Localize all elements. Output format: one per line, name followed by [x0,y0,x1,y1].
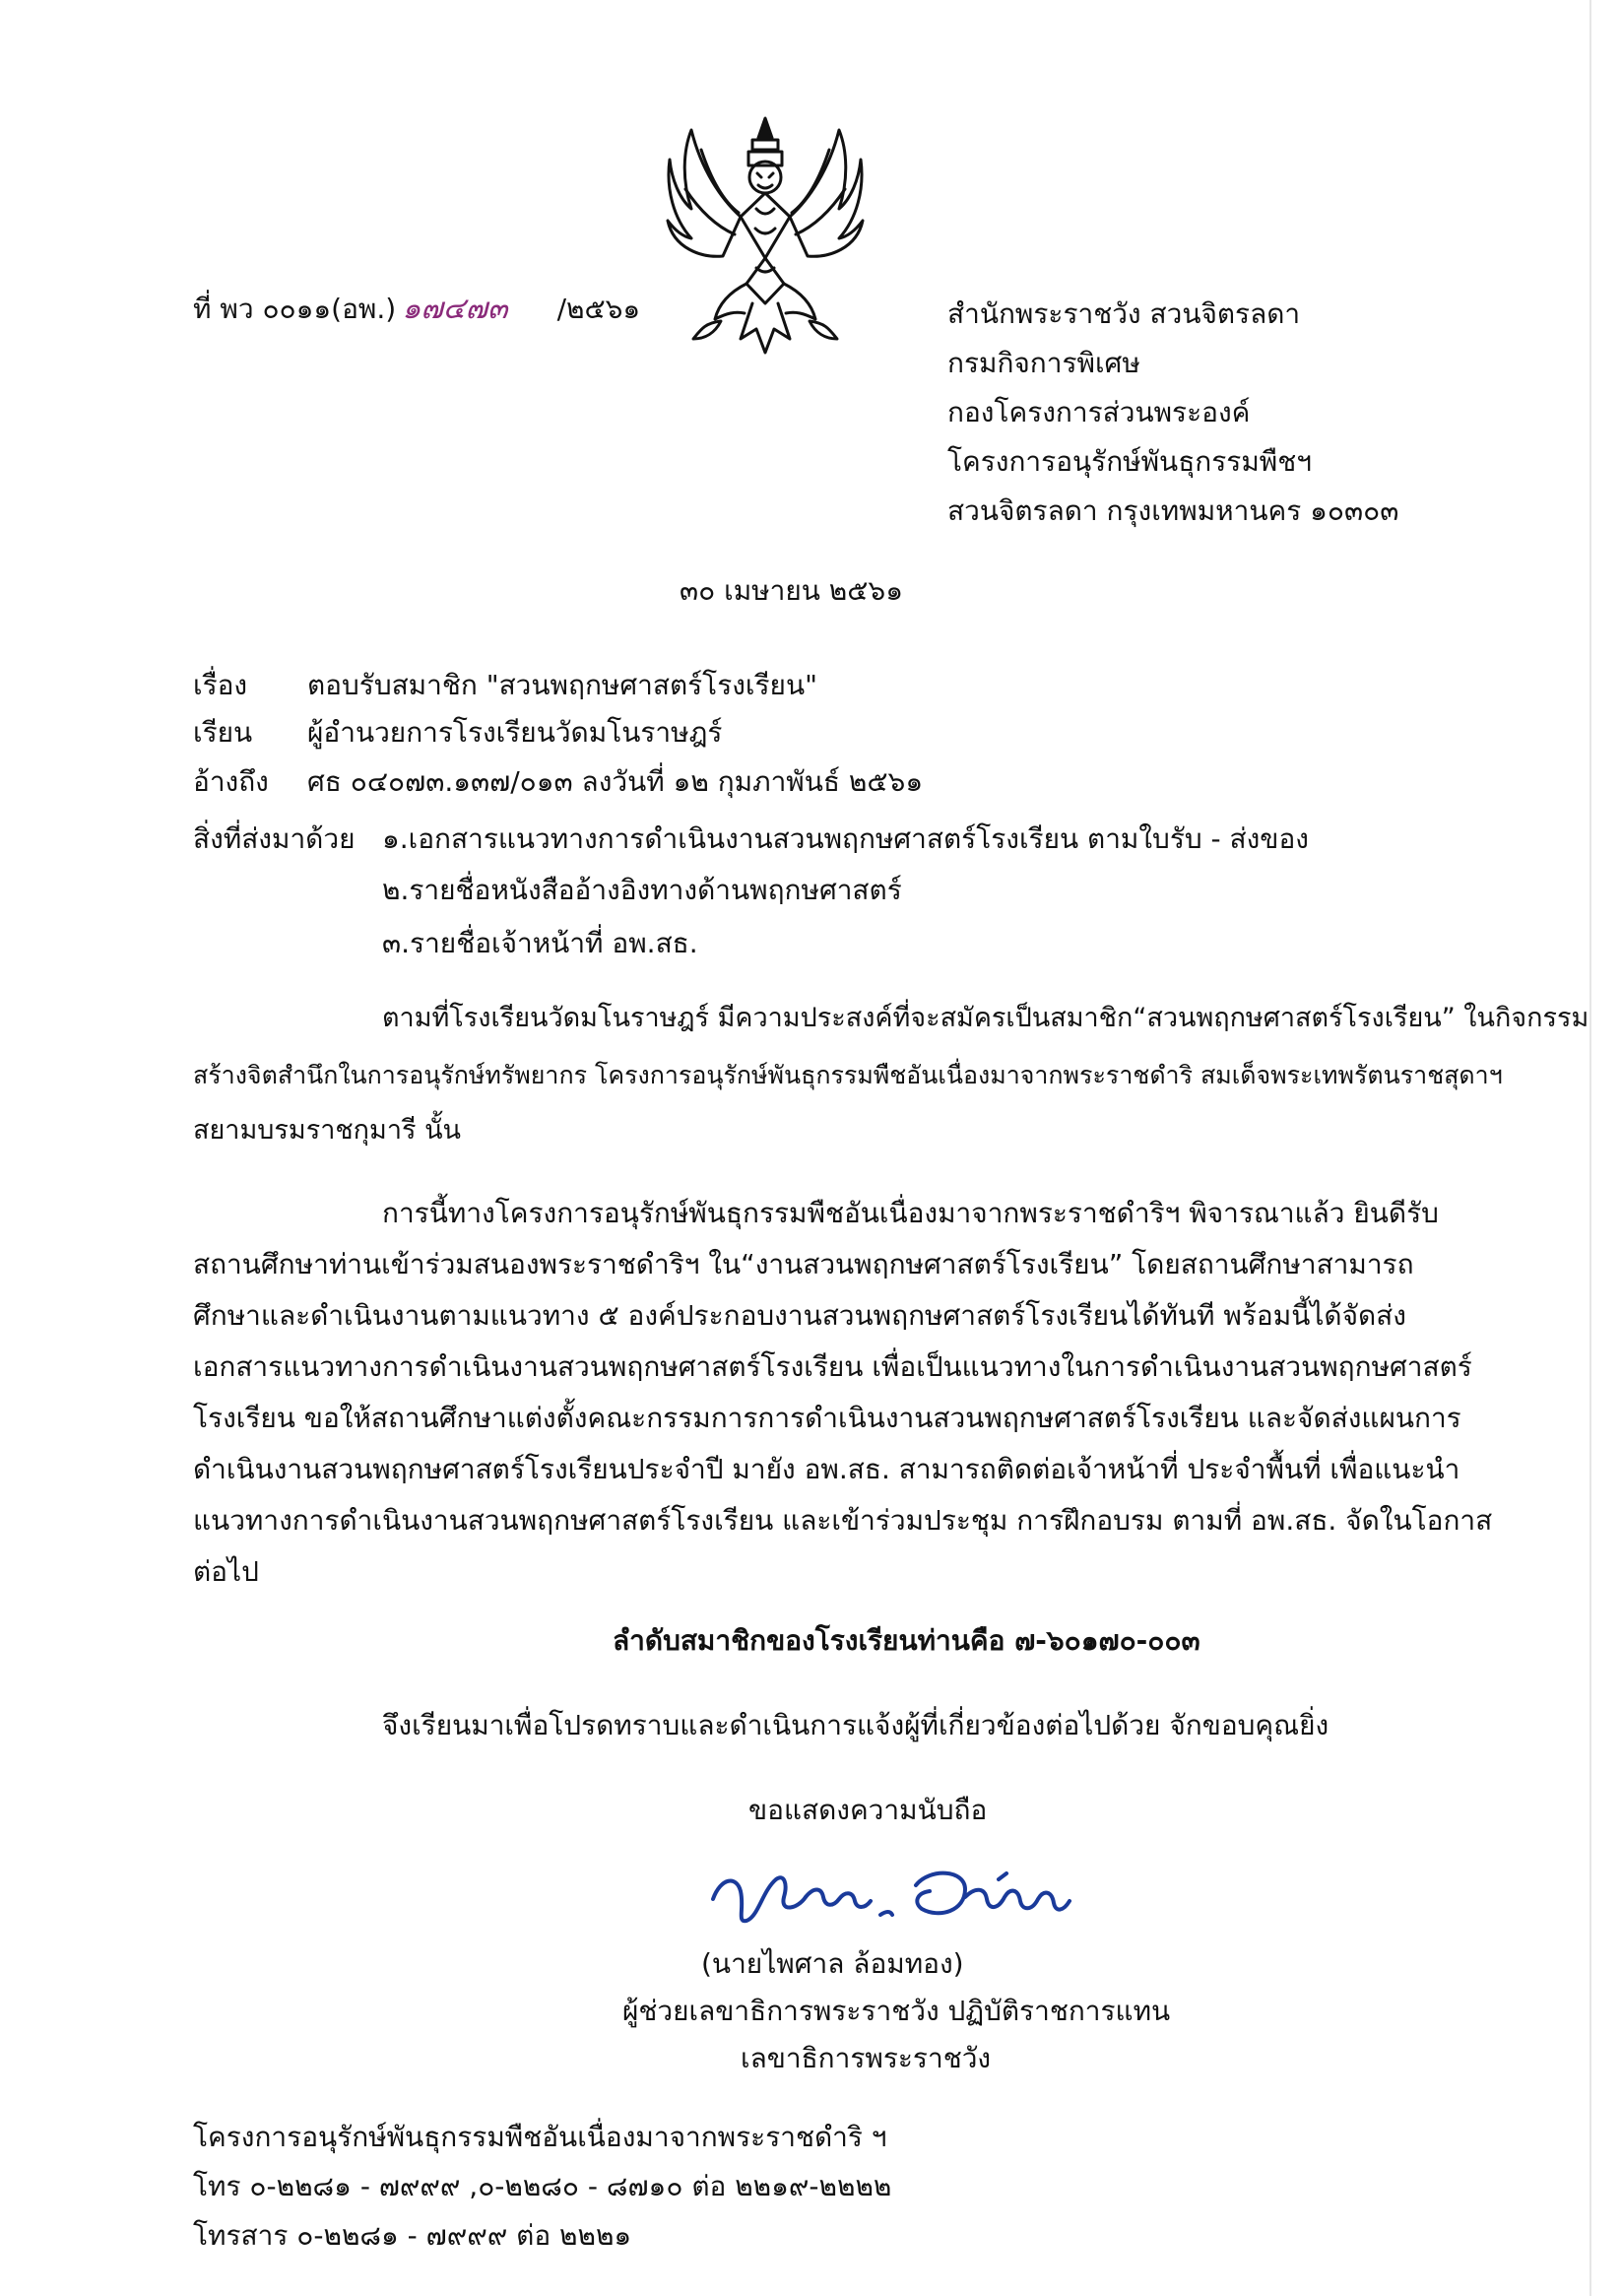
subject-label: เรื่อง [193,669,248,701]
garuda-emblem-icon [662,110,869,364]
paragraph-line: โรงเรียน ขอให้สถานศึกษาแต่งตั้งคณะกรรมการการดำเนินงานสวนพฤกษศาสตร์โรงเรียน และจัดส่งแผนการ [193,1402,1461,1434]
enclosure-item: ๓.รายชื่อเจ้าหน้าที่ อพ.สธ. [382,927,698,959]
paragraph-line: ศึกษาและดำเนินงานตามแนวทาง ๕ องค์ประกอบงานสวนพฤกษศาสตร์โรงเรียนได้ทันที พร้อมนี้ได้จัดส่ง [193,1299,1406,1332]
footer-organization: โครงการอนุรักษ์พันธุกรรมพืชอันเนื่องมาจากพระราชดำริ ฯ [193,2121,887,2153]
signatory-position: ผู้ช่วยเลขาธิการพระราชวัง ปฏิบัติราชการแทน [622,1995,1171,2027]
signatory-position: เลขาธิการพระราชวัง [741,2042,992,2074]
address-line: สำนักพระราชวัง สวนจิตรลดา [947,297,1301,330]
handwritten-signature [707,1858,1091,1938]
enclosure-item: ๒.รายชื่อหนังสืออ้างอิงทางด้านพฤกษศาสตร์ [382,874,902,906]
member-number: ลำดับสมาชิกของโรงเรียนท่านคือ ๗-๖๐๑๗๐-๐๐๓ [613,1624,1200,1657]
reference-label: อ้างถึง [193,765,269,798]
paragraph-line: สร้างจิตสำนึกในการอนุรักษ์ทรัพยากร โครงการอนุรักษ์พันธุกรรมพืชอันเนื่องมาจากพระราชดำริ สมเด็จพระเทพรัตนราชสุดาฯ [193,1061,1503,1089]
address-line: กรมกิจการพิเศษ [947,347,1140,379]
sender-address [947,290,1398,536]
paragraph-line: การนี้ทางโครงการอนุรักษ์พันธุกรรมพืชอันเนื่องมาจากพระราชดำริฯ พิจารณาแล้ว ยินดีรับ [382,1197,1439,1229]
closing-text: จึงเรียนมาเพื่อโปรดทราบและดำเนินการแจ้งผู้ที่เกี่ยวข้องต่อไปด้วย จักขอบคุณยิ่ง [382,1709,1329,1741]
paragraph-line: แนวทางการดำเนินงานสวนพฤกษศาสตร์โรงเรียน และเข้าร่วมประชุม การฝึกอบรม ตามที่ อพ.สธ. จัดในโอกาส [193,1504,1493,1537]
footer-telephone: โทร ๐-๒๒๘๑ - ๗๙๙๙ ,๐-๒๒๘๐ - ๘๗๑๐ ต่อ ๒๒๑๙-๒๒๒๒ [193,2170,892,2202]
reference-number-handwritten: ๑๗๔๗๓ [402,292,508,326]
paragraph-line: สถานศึกษาท่านเข้าร่วมสนองพระราชดำริฯ ใน“งานสวนพฤกษศาสตร์โรงเรียน” โดยสถานศึกษาสามารถ [193,1248,1414,1280]
page-edge-line [1589,0,1591,2296]
recipient-label: เรียน [193,716,253,749]
enclosure-item: ๑.เอกสารแนวทางการดำเนินงานสวนพฤกษศาสตร์โรงเรียน ตามใบรับ - ส่งของ [382,822,1309,855]
reference-number-prefix: ที่ พว ๐๐๑๑(อพ.) [193,293,397,325]
recipient-text: ผู้อำนวยการโรงเรียนวัดมโนราษฎร์ [307,716,723,749]
paragraph-line: ต่อไป [193,1555,259,1588]
paragraph-line: เอกสารแนวทางการดำเนินงานสวนพฤกษศาสตร์โรงเรียน เพื่อเป็นแนวทางในการดำเนินงานสวนพฤกษศาสตร์ [193,1350,1472,1383]
paragraph-line: ดำเนินงานสวนพฤกษศาสตร์โรงเรียนประจำปี มายัง อพ.สธ. สามารถติดต่อเจ้าหน้าที่ ประจำพื้นที่ เพื่อแนะนำ [193,1453,1460,1485]
paragraph-line: ตามที่โรงเรียนวัดมโนราษฎร์ มีความประสงค์ที่จะสมัครเป็นสมาชิก“สวนพฤกษศาสตร์โรงเรียน” ในกิจกรรม [382,1003,1589,1033]
salutation: ขอแสดงความนับถือ [748,1794,988,1826]
letter-date: ๓๐ เมษายน ๒๕๖๑ [680,574,903,607]
subject-text: ตอบรับสมาชิก "สวนพฤกษศาสตร์โรงเรียน" [307,669,817,701]
reference-number-year: /๒๕๖๑ [556,293,641,325]
address-line: สวนจิตรลดา กรุงเทพมหานคร ๑๐๓๐๓ [947,494,1399,527]
footer-fax: โทรสาร ๐-๒๒๘๑ - ๗๙๙๙ ต่อ ๒๒๒๑ [193,2219,632,2252]
signatory-name: (นายไพศาล ล้อมทอง) [701,1947,964,1980]
paragraph-line: สยามบรมราชกุมารี นั้น [193,1115,461,1146]
enclosure-label: สิ่งที่ส่งมาด้วย [193,822,356,855]
address-line: กองโครงการส่วนพระองค์ [947,396,1251,428]
reference-text: ศธ ๐๔๐๗๓.๑๓๗/๐๑๓ ลงวันที่ ๑๒ กุมภาพันธ์ ๒๕๖๑ [307,765,924,798]
address-line: โครงการอนุรักษ์พันธุกรรมพืชฯ [947,445,1312,478]
